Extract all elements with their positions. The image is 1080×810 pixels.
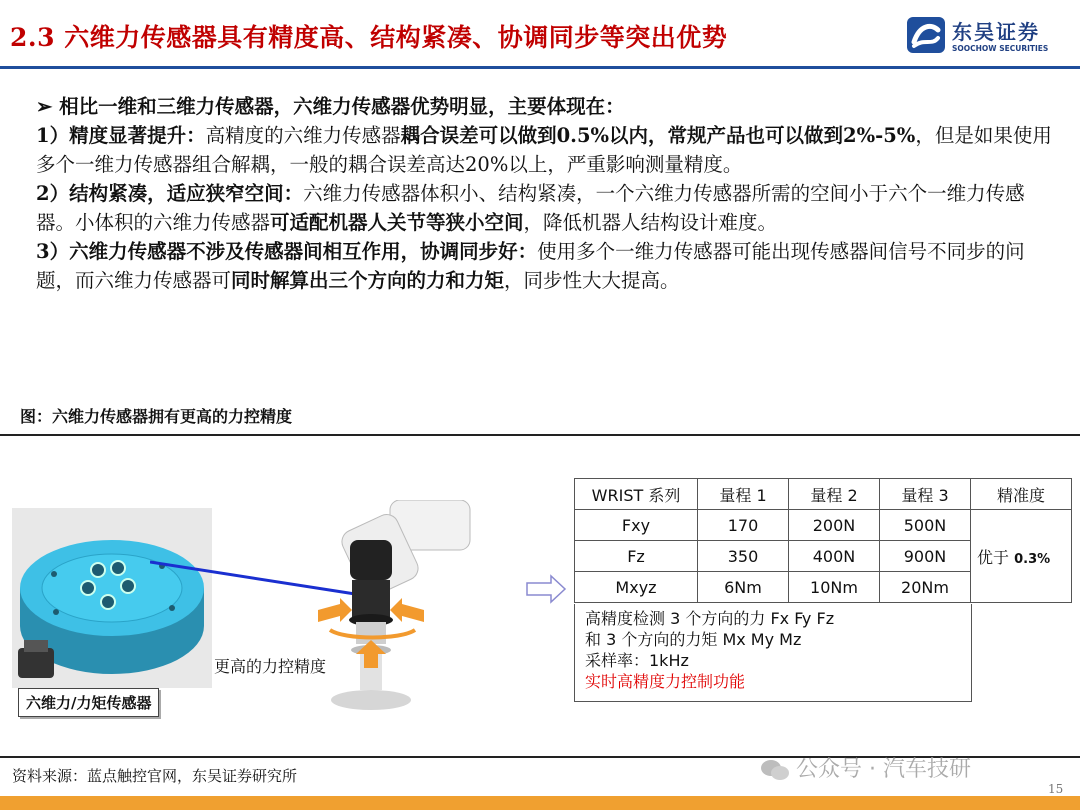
point-1-heading: 1）精度显著提升： [36, 124, 206, 147]
spec-table [574, 478, 1072, 603]
precision-label: 更高的力控精度 [214, 657, 327, 676]
watermark [760, 752, 971, 783]
point-2-heading: 2）结构紧凑，适应狭窄空间： [36, 182, 304, 205]
spec-header-row [575, 479, 1072, 510]
watermark-text: 公众号 · 汽车技研 [796, 757, 971, 782]
point-3-heading: 3）六维力传感器不涉及传感器间相互作用，协调同步好： [36, 240, 538, 263]
spec-header-range1: 量程 1 [698, 479, 789, 510]
page-number: 15 [1048, 782, 1064, 796]
wechat-icon [760, 759, 790, 781]
point-1-text-a: 高精度的六维力传感器 [205, 124, 401, 147]
spec-desc-line: 高精度检测 3 个方向的力 Fx Fy Fz [585, 609, 835, 628]
table-cell: 900N [880, 541, 971, 572]
logo-text-cn: 东吴证券 [952, 20, 1040, 44]
spec-desc-highlight: 实时高精度力控制功能 [585, 672, 746, 691]
table-cell: 400N [789, 541, 880, 572]
arrow-right-icon [525, 574, 567, 604]
figure-label: 图：六维力传感器拥有更高的力控精度 [20, 407, 293, 426]
point-2-highlight: 可适配机器人关节等狭小空间 [270, 211, 524, 234]
table-cell: Fxy [575, 510, 698, 541]
accuracy-value: 0.3% [1014, 551, 1051, 567]
brand-logo [906, 14, 1066, 58]
spec-header-series: WRIST 系列 [575, 479, 698, 510]
spec-header-range2: 量程 2 [789, 479, 880, 510]
figure-divider [0, 434, 1080, 436]
point-1 [36, 121, 1056, 179]
table-row [575, 510, 1072, 541]
bottom-accent-bar [0, 796, 1080, 810]
accuracy-prefix: 优于 [977, 547, 1010, 567]
table-cell: 200N [789, 510, 880, 541]
table-cell: 20Nm [880, 572, 971, 603]
accuracy-cell [971, 510, 1072, 603]
table-cell: Mxyz [575, 572, 698, 603]
point-2-text-c: ，降低机器人结构设计难度。 [523, 211, 778, 234]
point-3-highlight: 同时解算出三个方向的力和力矩 [231, 269, 505, 292]
point-2-text-a: 六维力传感器体积小、结构紧凑，一个六维力传感器所需的空间小于六个一维力传感器。小体积的六维力传感器 [36, 182, 1025, 234]
point-2 [36, 179, 1056, 237]
point-3 [36, 237, 1056, 295]
table-cell: 170 [698, 510, 789, 541]
spec-description [574, 604, 972, 702]
point-3-text-a: 使用多个一维力传感器可能出现传感器间信号不同步的问题，而六维力传感器可 [36, 240, 1025, 292]
robot-arm-image [290, 500, 480, 720]
logo-mark-icon [906, 16, 946, 54]
spec-header-accuracy: 精准度 [971, 479, 1072, 510]
header-divider [0, 66, 1080, 69]
table-cell: 350 [698, 541, 789, 572]
point-3-text-c: ，同步性大大提高。 [504, 269, 680, 292]
point-1-text-c: ，但是如果使用多个一维力传感器组合解耦，一般的耦合误差高达20%以上，严重影响测量精度。 [36, 124, 1052, 176]
table-cell: Fz [575, 541, 698, 572]
table-cell: 10Nm [789, 572, 880, 603]
table-cell: 500N [880, 510, 971, 541]
body-text [36, 92, 1056, 295]
source-note: 资料来源：蓝点触控官网，东吴证券研究所 [12, 767, 298, 785]
sensor-caption: 六维力/力矩传感器 [18, 688, 159, 717]
logo-text-en: SOOCHOW SECURITIES [952, 44, 1049, 53]
table-cell: 6Nm [698, 572, 789, 603]
page-title: 2.3 六维力传感器具有精度高、结构紧凑、协调同步等突出优势 [10, 23, 728, 52]
point-1-highlight: 耦合误差可以做到0.5%以内，常规产品也可以做到2%-5% [400, 124, 916, 147]
spec-header-range3: 量程 3 [880, 479, 971, 510]
intro-line: ➢ 相比一维和三维力传感器，六维力传感器优势明显，主要体现在： [36, 95, 625, 118]
spec-desc-line: 采样率：1kHz [585, 651, 689, 670]
spec-desc-line: 和 3 个方向的力矩 Mx My Mz [585, 630, 802, 649]
